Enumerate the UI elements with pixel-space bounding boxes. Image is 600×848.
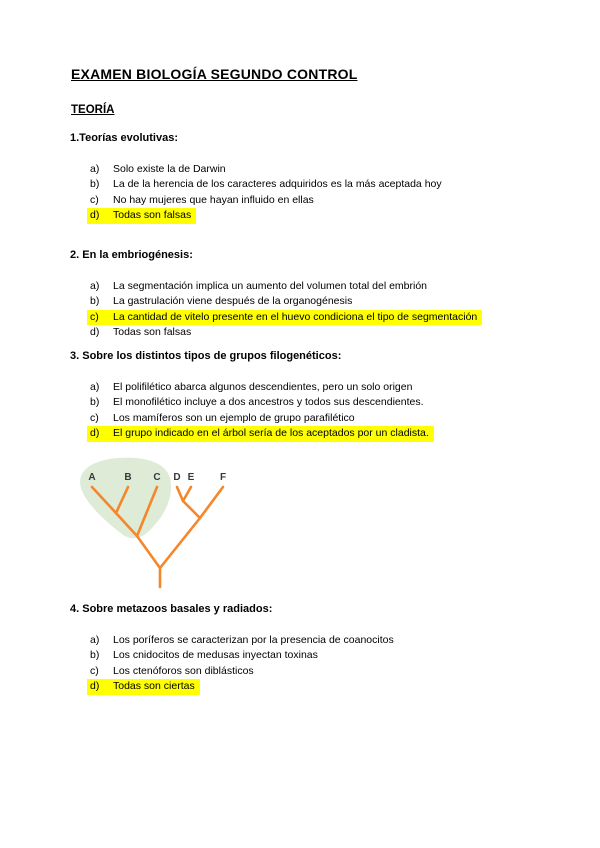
option-text: Todas son ciertas: [113, 680, 195, 693]
branch-abc: [137, 536, 160, 568]
option-text: Los cnidocitos de medusas inyectan toxinas: [113, 649, 318, 662]
option-text: La de la herencia de los caracteres adquiridos es la más aceptada hoy: [113, 178, 442, 191]
option-text: La cantidad de vitelo presente en el huevo condiciona el tipo de segmentación: [113, 310, 478, 323]
highlighted-answer: [87, 208, 196, 223]
taxon-label-e: E: [187, 472, 195, 483]
option-row: [70, 294, 580, 309]
question-3-options: [70, 380, 580, 442]
option-text: Todas son falsas: [113, 209, 192, 222]
option-letter: d): [90, 209, 100, 222]
option-letter: d): [90, 427, 100, 440]
option-text: Solo existe la de Darwin: [113, 163, 226, 175]
question-2-heading: 2. En la embriogénesis:: [70, 249, 193, 261]
option-text: El grupo indicado en el árbol sería de los aceptados por un cladista.: [113, 427, 429, 440]
option-row-highlighted: [70, 426, 580, 441]
option-row: [70, 380, 580, 395]
option-text: El monofilético incluye a dos ancestros y todos sus descendientes.: [113, 396, 424, 409]
option-letter: b): [90, 396, 100, 409]
option-row: [70, 193, 580, 208]
option-letter: c): [90, 310, 99, 323]
option-row-highlighted: [70, 679, 580, 694]
option-row-highlighted: [70, 208, 580, 223]
option-letter: a): [90, 634, 100, 646]
option-row: [70, 325, 580, 340]
question-2-options: [70, 279, 580, 341]
question-4: [70, 603, 580, 695]
branch-def: [160, 518, 200, 568]
option-text: No hay mujeres que hayan influido en ellas: [113, 193, 314, 206]
branch-d: [177, 487, 183, 501]
option-letter: a): [90, 163, 100, 175]
question-3: [70, 350, 580, 442]
option-letter: c): [90, 664, 99, 677]
option-letter: c): [90, 411, 99, 424]
taxon-label-b: B: [124, 472, 132, 483]
clade-highlight-blob: [80, 458, 171, 539]
option-text: Todas son falsas: [113, 326, 192, 339]
option-letter: b): [90, 178, 100, 191]
option-letter: d): [90, 680, 100, 693]
taxon-label-c: C: [153, 472, 161, 483]
question-1: [70, 132, 580, 224]
branch-de: [183, 501, 200, 518]
option-text: Los ctenóforos son diblásticos: [113, 664, 254, 677]
question-3-heading: 3. Sobre los distintos tipos de grupos filogenéticos:: [70, 350, 342, 362]
option-row: [70, 162, 580, 177]
question-1-heading: 1.Teorías evolutivas:: [70, 132, 179, 144]
option-letter: a): [90, 280, 100, 292]
question-1-options: [70, 162, 580, 224]
option-letter: c): [90, 193, 99, 206]
option-row: [70, 648, 580, 663]
option-text: La segmentación implica un aumento del volumen total del embrión: [113, 280, 428, 292]
option-letter: b): [90, 295, 100, 308]
option-row: [70, 395, 580, 410]
branch-e: [183, 487, 191, 501]
question-2: [70, 249, 580, 341]
page-title: EXAMEN BIOLOGÍA SEGUNDO CONTROL: [71, 66, 358, 82]
option-row: [70, 279, 580, 294]
section-heading: TEORÍA: [71, 104, 115, 116]
option-row-highlighted: [70, 310, 580, 325]
question-4-heading: 4. Sobre metazoos basales y radiados:: [70, 603, 273, 615]
taxon-label-a: A: [88, 472, 96, 483]
option-row: [70, 411, 580, 426]
branch-f: [200, 487, 223, 518]
option-text: Los mamíferos son un ejemplo de grupo parafilético: [113, 411, 355, 424]
phylogenetic-tree-figure: [58, 452, 258, 597]
taxon-label-d: D: [173, 472, 181, 483]
taxon-label-f: F: [219, 472, 227, 483]
option-text: La gastrulación viene después de la organogénesis: [113, 295, 353, 308]
highlighted-answer: [87, 310, 482, 325]
highlighted-answer: [87, 426, 434, 441]
option-row: [70, 177, 580, 192]
question-4-options: [70, 633, 580, 695]
option-row: [70, 664, 580, 679]
option-letter: b): [90, 649, 100, 662]
option-text: El polifilético abarca algunos descendientes, pero un solo origen: [113, 381, 413, 393]
highlighted-answer: [87, 679, 200, 694]
option-row: [70, 633, 580, 648]
option-text: Los poríferos se caracterizan por la presencia de coanocitos: [113, 634, 394, 646]
option-letter: d): [90, 326, 100, 339]
option-letter: a): [90, 381, 100, 393]
